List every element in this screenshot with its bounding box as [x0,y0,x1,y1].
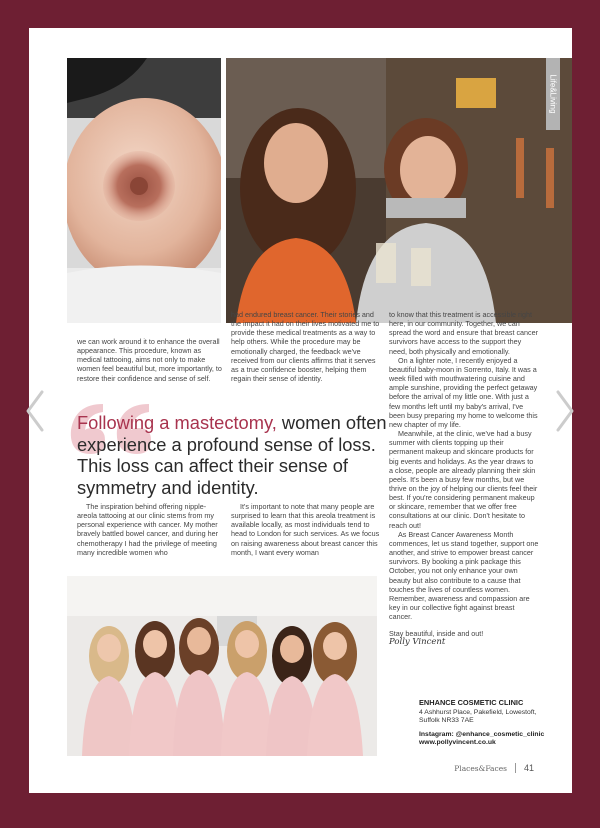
page-footer [454,763,534,773]
column-2-bottom [231,502,381,557]
magazine-page [29,28,572,793]
clinic-address-line-2: Suffolk NR33 7AE [419,717,474,724]
next-page-arrow-icon[interactable] [552,388,578,434]
col3-paragraph-4: As Breast Cancer Awareness Month commences, let us stand together, support one another, and strive to empower breast cancer survivors. By booking a pink package this October, you not only enhance your own beauty but also contribute to a cause that touches the lives of countless women. Remember, awareness and compassion are key in our collective fight against breast cancer. [389,529,539,622]
clinic-name: ENHANCE COSMETIC CLINIC [419,698,524,707]
closing-line: Stay beautiful, inside and out! [389,629,484,639]
clinic-address-line-1: 4 Ashhurst Place, Pakefield, Lowestoft, [419,708,537,716]
column-1-bottom [77,502,223,557]
publication-name: Places&Faces [454,763,507,773]
pull-quote [77,412,397,498]
col3-paragraph-1: to know that this treatment is accessible right here, in our community. Together, we can spread the word and ensure that breast cancer survivors have access to the support they need, both physically and emotionally. [389,310,539,356]
col1-bottom-text: The inspiration behind offering nipple-areola tattooing at our clinic stems from my personal experience with cancer. My mother bravely battled bowel cancer, and during her chemotherapy I had the privilege of meeting many incredible women who [77,502,219,557]
col1-top-text: we can work around it to enhance the overall appearance. This procedure, known as medical tattooing, aims not only to make women feel beautiful but, more importantly, to restore their confidence and sense of self. [77,337,222,383]
col3-paragraph-2: On a lighter note, I recently enjoyed a beautiful baby-moon in Sorrento, Italy. It was a week filled with mouthwatering cuisine and ample sunshine, providing the perfect getaway before the arrival of my little one. With just a few months left until my baby's arrival, I've been busy preparing my home to welcome this new chapter of my life. [389,355,538,429]
clinic-website[interactable]: www.pollyvincent.co.uk [419,739,496,746]
signature: Polly Vincent [389,637,446,648]
pull-quote-text: women often experience a profound sense of loss. This loss can affect their sense of symmetry and identity. [77,412,387,498]
page-number: 41 [523,763,534,773]
footer-divider [515,763,516,773]
col3-paragraph-3: Meanwhile, at the clinic, we've had a busy summer with clients topping up their permanent makeup and skincare products for big events and holidays. As the year draws to a close, people are already planning their skin peels. It's been a busy few months, but we thrive on the joy of helping our clients feel their best. If you're considering permanent makeup or skincare, remember that we offer free consultations at our clinic. Don't hesitate to reach out! [389,429,538,530]
team-photo [67,576,377,756]
section-tab-label: Life&Living [548,74,558,114]
column-2-top [231,310,381,383]
pull-quote-emphasis: Following a mastectomy, [77,412,277,433]
clinic-info [419,699,572,748]
previous-page-arrow-icon[interactable] [22,388,48,434]
col2-bottom-text: It's important to note that many people are surprised to learn that this areola treatment is available locally, as most individuals tend to head to London for such services. As we focus on raising awareness about breast cancer this month, I want every woman [231,502,380,557]
col2-top-text: had endured breast cancer. Their stories and the impact it had on their lives motivated me to provide these medical treatments as a way to help others. While the procedure may be emotionally charged, the feedback we've received from our clients affirms that it serves as a true confidence booster, helping them regain their sense of identity. [231,310,380,384]
clinic-instagram[interactable]: Instagram: @enhance_cosmetic_clinic [419,730,545,738]
column-3 [389,310,539,648]
section-tab [546,58,560,130]
column-1-top [77,337,223,383]
toast-photo [226,58,572,323]
areola-tattoo-photo [67,58,221,323]
